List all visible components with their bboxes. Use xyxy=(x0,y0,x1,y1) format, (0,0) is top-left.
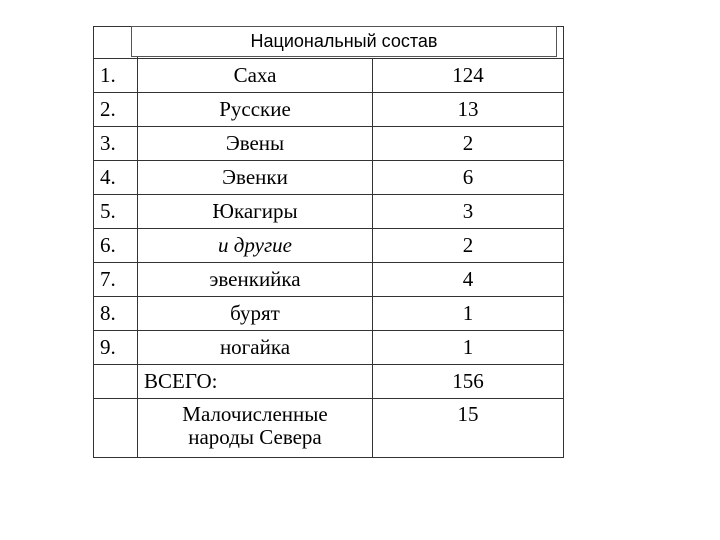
row-nationality: Юкагиры xyxy=(138,195,373,229)
minorities-label xyxy=(138,399,373,458)
row-number: 6. xyxy=(94,229,138,263)
minorities-label-line1: Малочисленные xyxy=(182,402,328,426)
row-count: 13 xyxy=(373,93,564,127)
minorities-empty-cell xyxy=(94,399,138,458)
row-nationality: эвенкийка xyxy=(138,263,373,297)
row-count: 4 xyxy=(373,263,564,297)
row-count: 6 xyxy=(373,161,564,195)
row-count: 3 xyxy=(373,195,564,229)
row-nationality: Эвенки xyxy=(138,161,373,195)
row-nationality: Эвены xyxy=(138,127,373,161)
minorities-row xyxy=(94,399,564,458)
nationality-table xyxy=(93,26,564,458)
row-number: 1. xyxy=(94,59,138,93)
row-count: 2 xyxy=(373,127,564,161)
minorities-value: 15 xyxy=(373,399,564,458)
table-row xyxy=(94,59,564,93)
table-row xyxy=(94,297,564,331)
row-number: 7. xyxy=(94,263,138,297)
table-row xyxy=(94,263,564,297)
row-number: 5. xyxy=(94,195,138,229)
row-nationality: Русские xyxy=(138,93,373,127)
row-number: 8. xyxy=(94,297,138,331)
row-number: 4. xyxy=(94,161,138,195)
row-nationality: Саха xyxy=(138,59,373,93)
row-count: 124 xyxy=(373,59,564,93)
table-row xyxy=(94,195,564,229)
row-number: 2. xyxy=(94,93,138,127)
table-row xyxy=(94,331,564,365)
row-count: 1 xyxy=(373,331,564,365)
total-value: 156 xyxy=(373,365,564,399)
total-row xyxy=(94,365,564,399)
row-number: 3. xyxy=(94,127,138,161)
minorities-label-line2: народы Севера xyxy=(188,425,322,450)
row-nationality: ногайка xyxy=(138,331,373,365)
table-row xyxy=(94,127,564,161)
total-empty-cell xyxy=(94,365,138,399)
row-nationality: бурят xyxy=(138,297,373,331)
table-row xyxy=(94,93,564,127)
row-number: 9. xyxy=(94,331,138,365)
table-title: Национальный состав xyxy=(131,26,557,57)
row-count: 2 xyxy=(373,229,564,263)
table-row xyxy=(94,161,564,195)
total-label: ВСЕГО: xyxy=(138,365,373,399)
row-count: 1 xyxy=(373,297,564,331)
table-row xyxy=(94,229,564,263)
row-nationality: и другие xyxy=(138,229,373,263)
